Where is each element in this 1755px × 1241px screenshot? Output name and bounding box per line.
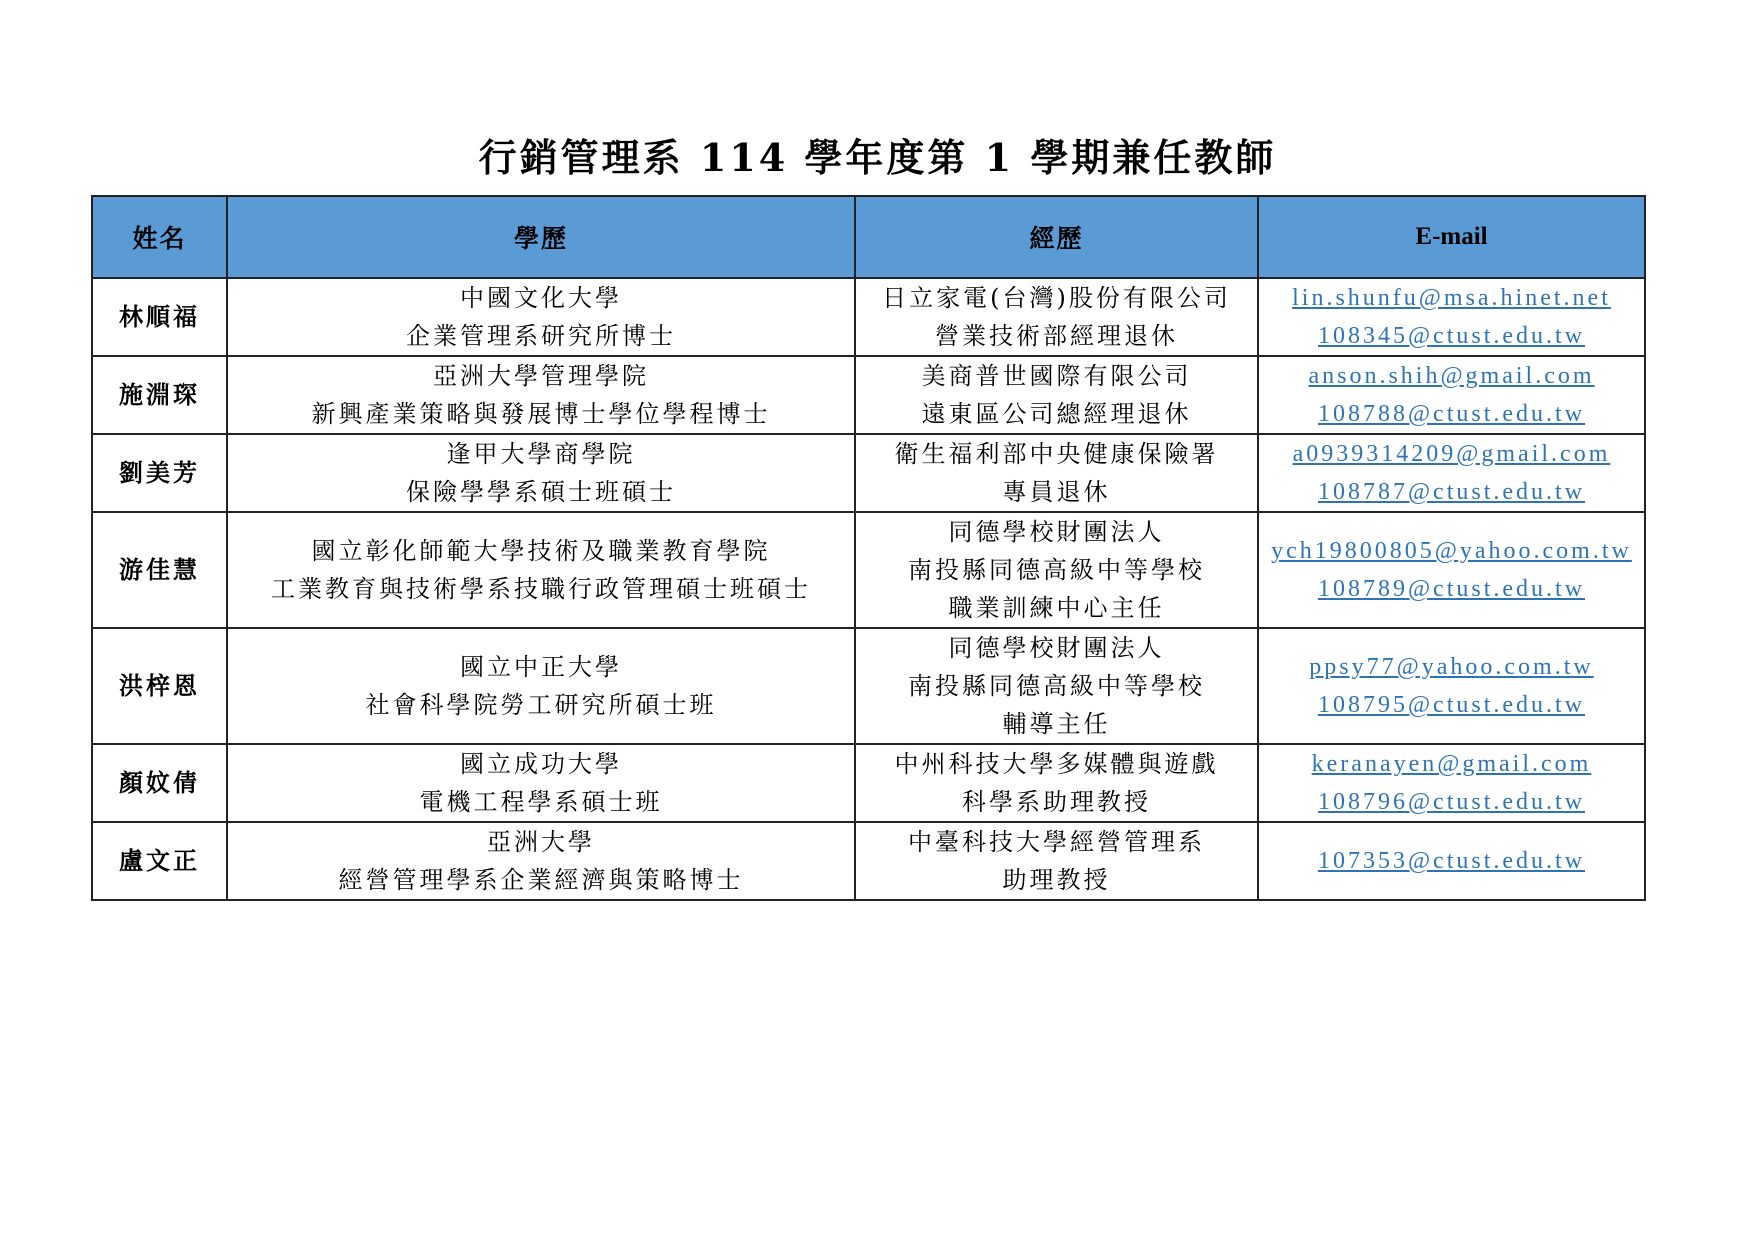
education-line: 國立中正大學 [460,653,622,681]
email-link[interactable]: 108796@ctust.edu.tw [1317,789,1586,815]
email-cell [1258,512,1645,628]
experience-cell [855,744,1258,822]
education-line: 逢甲大學商學院 [446,440,636,468]
education-cell [227,434,855,512]
experience-cell [855,822,1258,900]
name-cell: 劉美芳 [92,434,227,512]
email-cell [1258,744,1645,822]
email-link[interactable]: 108789@ctust.edu.tw [1317,576,1586,602]
experience-line: 美商普世國際有限公司 [921,362,1192,390]
education-line: 亞洲大學管理學院 [433,362,649,390]
experience-line: 衛生福利部中央健康保險署 [894,440,1219,468]
column-header-name: 姓名 [92,196,227,278]
email-link[interactable]: ych19800805@yahoo.com.tw [1271,538,1632,564]
name-cell: 顏妏倩 [92,744,227,822]
experience-line: 科學系助理教授 [962,788,1151,816]
column-header-experience: 經歷 [855,196,1258,278]
email-link[interactable]: a0939314209@gmail.com [1292,441,1611,467]
education-line: 企業管理系研究所博士 [406,322,676,350]
email-link[interactable]: anson.shih@gmail.com [1308,363,1595,389]
experience-line: 中臺科技大學經營管理系 [908,828,1205,856]
education-line: 經營管理學系企業經濟與策略博士 [338,866,744,894]
experience-line: 同德學校財團法人 [948,634,1165,662]
experience-line: 遠東區公司總經理退休 [921,400,1192,428]
table-row [92,512,1645,628]
education-cell [227,278,855,356]
education-cell [227,356,855,434]
name-cell: 林順福 [92,278,227,356]
email-link[interactable]: 108795@ctust.edu.tw [1317,692,1586,718]
name-cell: 洪梓恩 [92,628,227,744]
experience-cell [855,512,1258,628]
table-row [92,278,1645,356]
experience-cell [855,628,1258,744]
education-cell [227,628,855,744]
email-link[interactable]: 108787@ctust.edu.tw [1317,479,1586,505]
email-cell [1258,628,1645,744]
email-link[interactable]: 108788@ctust.edu.tw [1317,401,1586,427]
column-header-email: E-mail [1258,196,1645,278]
education-cell [227,822,855,900]
experience-cell [855,434,1258,512]
name-cell: 游佳慧 [92,512,227,628]
experience-line: 輔導主任 [1002,710,1111,738]
table-header-row [92,196,1645,278]
name-cell: 施淵琛 [92,356,227,434]
experience-line: 助理教授 [1002,866,1111,894]
email-link[interactable]: keranayen@gmail.com [1311,751,1592,777]
email-link[interactable]: lin.shunfu@msa.hinet.net [1292,285,1611,311]
education-line: 保險學學系碩士班碩士 [406,478,676,506]
experience-line: 同德學校財團法人 [948,518,1165,546]
email-link[interactable]: 108345@ctust.edu.tw [1317,323,1586,349]
education-line: 亞洲大學 [487,828,595,856]
email-cell [1258,356,1645,434]
table-row [92,822,1645,900]
education-cell [227,744,855,822]
experience-line: 職業訓練中心主任 [948,594,1165,622]
column-header-education: 學歷 [227,196,855,278]
email-link[interactable]: 107353@ctust.edu.tw [1317,848,1586,874]
email-cell [1258,434,1645,512]
experience-line: 南投縣同德高級中等學校 [908,556,1205,584]
name-cell: 盧文正 [92,822,227,900]
education-line: 社會科學院勞工研究所碩士班 [365,691,717,719]
page-title: 行銷管理系 114 學年度第 1 學期兼任教師 [478,135,1277,180]
experience-line: 營業技術部經理退休 [935,322,1178,350]
experience-line: 中州科技大學多媒體與遊戲 [894,750,1219,778]
education-line: 工業教育與技術學系技職行政管理碩士班碩士 [271,575,811,603]
experience-cell [855,356,1258,434]
experience-cell [855,278,1258,356]
table-row [92,356,1645,434]
email-cell [1258,822,1645,900]
table-row [92,744,1645,822]
email-cell [1258,278,1645,356]
education-cell [227,512,855,628]
experience-line: 專員退休 [1002,478,1111,506]
email-link[interactable]: ppsy77@yahoo.com.tw [1309,654,1594,680]
table-row [92,628,1645,744]
education-line: 電機工程學系碩士班 [419,788,663,816]
education-line: 新興產業策略與發展博士學位學程博士 [311,400,771,428]
experience-line: 南投縣同德高級中等學校 [908,672,1205,700]
faculty-table [91,195,1646,901]
education-line: 國立成功大學 [460,750,622,778]
education-line: 國立彰化師範大學技術及職業教育學院 [311,537,771,565]
table-row [92,434,1645,512]
education-line: 中國文化大學 [460,284,622,312]
experience-line: 日立家電(台灣)股份有限公司 [882,284,1231,312]
